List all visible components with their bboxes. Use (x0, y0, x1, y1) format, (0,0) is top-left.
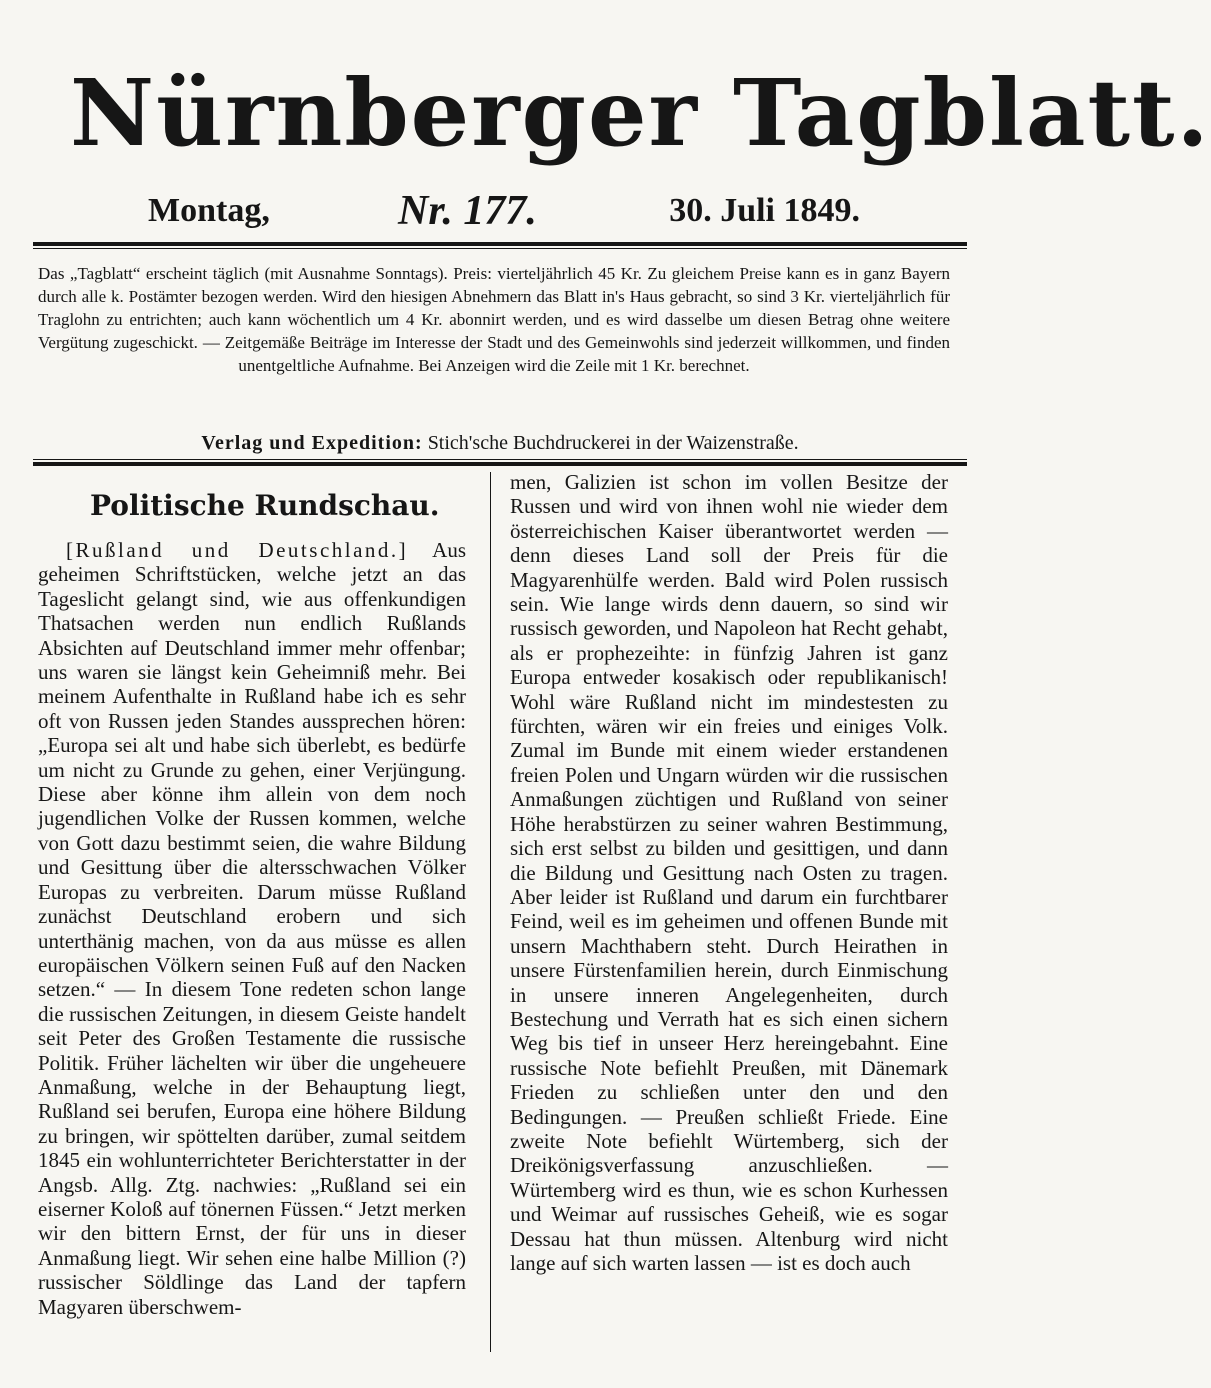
article-column-right (510, 470, 948, 1275)
publisher-imprint (100, 430, 900, 456)
dateline (148, 185, 860, 237)
article-column-left (38, 478, 466, 1319)
article-kicker: [Rußland und Deutschland.] (66, 538, 409, 562)
imprint-text: Stich'sche Buchdruckerei in der Waizenstraße. (427, 432, 799, 454)
article-body-right: men, Galizien ist schon im vollen Besitze der Russen und wird von ihnen wohl nie wieder dem österreichischen Kaiser überantwortet werden — denn dieses Land soll der Preis für die Magyarenhülfe werden. Bald wird Polen russisch sein. Wie lange wirds denn dauern, so sind wir russisch geworden, und Napoleon hat Recht gehabt, als er prophezeihte: in fünfzig Jahren ist ganz Europa entweder kosakisch oder republikanisch! Wohl wäre Rußland nicht im mindestesten zu fürchten, wären wir ein freies und einiges Volk. Zumal im Bunde mit einem wieder erstandenen freien Polen und Ungarn würden wir die russischen Anmaßungen züchtigen und Rußland von seiner Höhe herabstürzen zu seiner wahren Bestimmung, sich erst selbst zu bilden und gesittigen, und dann die Bildung und Gesittung nach Osten zu tragen. Aber leider ist Rußland und darum ein furchtbarer Feind, weil es im geheimen und offenen Bunde mit unsern Machthabern steht. Durch Heirathen in unsere Fürstenfamilien herein, durch Einmischung in unsere inneren Angelegenheiten, durch Bestechung und Verrath hat es sich einen sichern Weg bis tief in unseer Herz hereingebahnt. Eine russische Note befiehlt Preußen, mit Dänemark Frieden zu schließen unter den und den Bedingungen. — Preußen schließt Friede. Eine zweite Note befiehlt Würtemberg, sich der Dreikönigsverfassung anzuschließen. — Würtemberg wird es thun, wie es schon Kurhessen und Weimar auf russisches Geheiß, wie es sogar Dessau hat thun müssen. Altenburg wird nicht lange auf sich warten lassen — ist es doch auch (510, 470, 948, 1275)
header-divider (33, 459, 967, 466)
issue-number: Nr. 177. (398, 188, 537, 234)
subscription-notice: Das „Tagblatt“ erscheint täglich (mit Ausnahme Sonntags). Preis: vierteljährlich 45 Kr. Zu gleichem Preise kann es in ganz Bayern durch alle k. Postämter bezogen werden. Wird den hiesigen Abnehmern das Blatt in's Haus gebracht, so sind 3 Kr. vierteljährlich für Traglohn zu entrichten; auch kann wöchentlich um 4 Kr. abonnirt werden, und es wird dasselbe um diesen Betrag ohne weitere Vergütung zugeschickt. — Zeitgemäße Beiträge im Interesse der Stadt und des Gemeinwohls sind jederzeit willkommen, und finden unentgeltliche Aufnahme. Bei Anzeigen wird die Zeile mit 1 Kr. berechnet. (38, 264, 950, 375)
issue-weekday: Montag, (148, 192, 270, 229)
issue-date: 30. Juli 1849. (669, 192, 860, 229)
article-paragraph (38, 538, 466, 1319)
top-divider (33, 242, 967, 249)
column-divider (490, 472, 491, 1352)
section-title: Politische Rundschau. (90, 489, 440, 522)
masthead-title: Nürnberger Tagblatt. (70, 59, 1211, 167)
imprint-label: Verlag und Expedition: (201, 432, 423, 454)
article-body-left: Aus geheimen Schriftstücken, welche jetzt an das Tageslicht gelangt sind, wie aus offenkundigen Thatsachen werden nun endlich Rußlands Absichten auf Deutschland immer mehr offenbar; uns waren sie längst kein Geheimniß mehr. Bei meinem Aufenthalte in Rußland habe ich es sehr oft von Russen jeden Standes aussprechen hören: „Europa sei alt und habe sich überlebt, es bedürfe um nicht zu Grunde zu gehen, einer Verjüngung. Diese aber könne ihm allein von dem noch jugendlichen Volke der Russen kommen, welche von Gott dazu bestimmt seien, die wahre Bildung und Gesittung über die altersschwachen Völker Europas zu verbreiten. Darum müsse Rußland zunächst Deutschland erobern und sich unterthänig machen, von da aus müsse es allen europäischen Völkern seinen Fuß auf den Nacken setzen.“ — In diesem Tone redeten schon lange die russischen Zeitungen, in diesem Geiste handelt seit Peter des Großen Testamente die russische Politik. Früher lächelten wir über die ungeheuere Anmaßung, welche in der Behauptung liegt, Rußland sei berufen, Europa eine höhere Bildung zu bringen, wir spöttelten darüber, zumal seitdem 1845 ein wohlunterrichteter Berichterstatter in der Angsb. Allg. Ztg. nachwies: „Rußland sei ein eiserner Koloß auf tönernen Füssen.“ Jetzt merken wir den bittern Ernst, der für uns in dieser Anmaßung liegt. Wir sehen eine halbe Million (?) russischer Söldlinge das Land der tapfern Magyaren überschwem- (38, 538, 467, 1319)
